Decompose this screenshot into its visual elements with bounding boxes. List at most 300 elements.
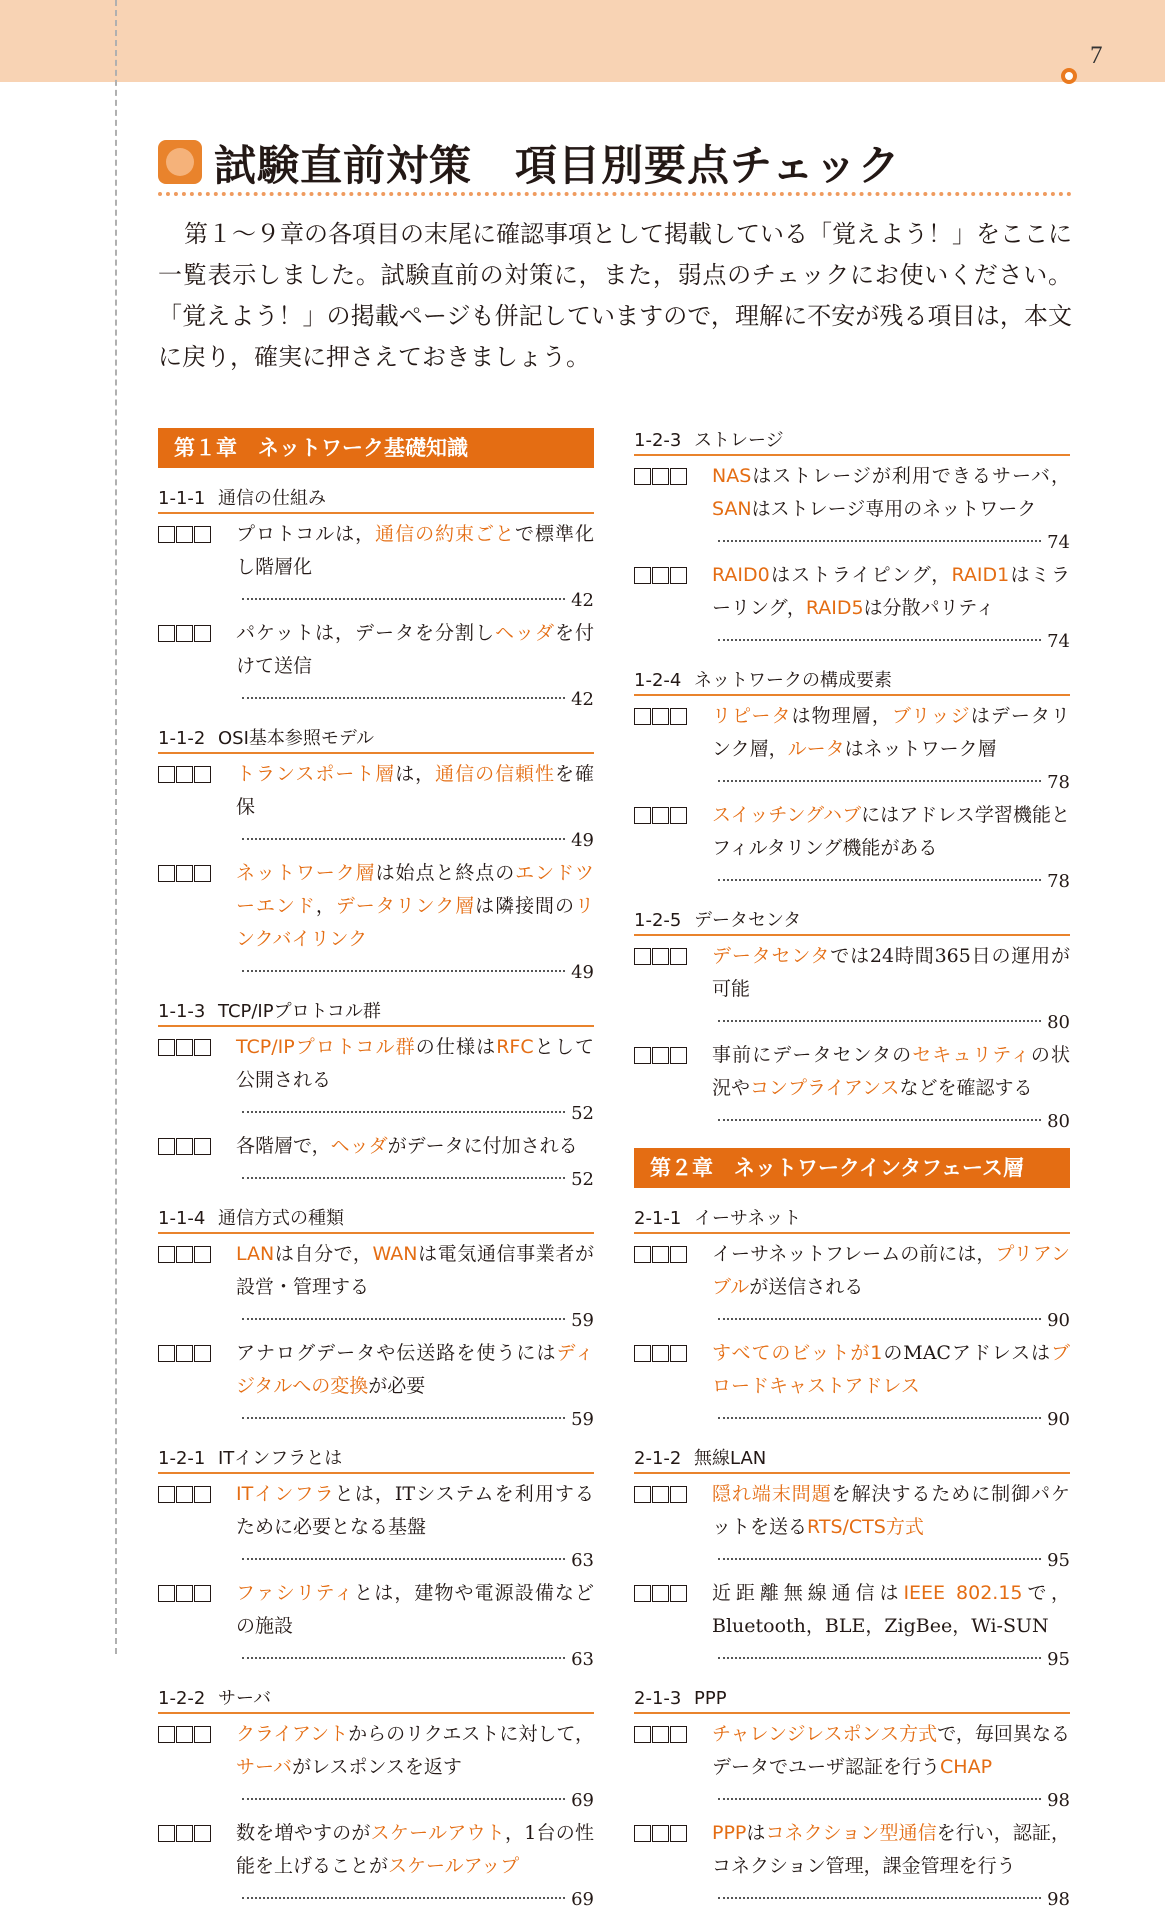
item-body (712, 1822, 1070, 1877)
checkbox[interactable] (194, 1825, 211, 1842)
checklist-item (158, 1337, 594, 1436)
item-text (236, 1337, 594, 1436)
title-bullet-icon (158, 140, 202, 184)
section-number: 1-2-4 (634, 670, 682, 691)
page-ref-number: 42 (571, 590, 594, 611)
text-run: が送信される (749, 1276, 864, 1298)
text-run: の仕様は (415, 1036, 497, 1058)
checkbox[interactable] (670, 948, 687, 965)
key-term: スケールアップ (388, 1855, 520, 1877)
checkbox[interactable] (652, 708, 669, 725)
checkbox[interactable] (670, 1825, 687, 1842)
check-boxes (634, 1345, 688, 1362)
page-ref (236, 1097, 594, 1130)
check-boxes (158, 865, 212, 882)
text-run: のMACアドレスは (882, 1342, 1051, 1364)
checkbox[interactable] (158, 526, 175, 543)
checkbox[interactable] (652, 948, 669, 965)
checkbox[interactable] (652, 468, 669, 485)
checkbox[interactable] (176, 625, 193, 642)
checkbox[interactable] (652, 1726, 669, 1743)
checkbox[interactable] (634, 468, 651, 485)
check-boxes (158, 1138, 212, 1155)
leader-dots (242, 1318, 565, 1320)
text-run: は分散パリティ (863, 597, 995, 619)
text-run: は物理層， (791, 705, 892, 727)
checklist-item (158, 1130, 594, 1196)
key-term: ルータ (787, 738, 845, 760)
page-ref-number: 98 (1047, 1790, 1070, 1811)
item-body (236, 763, 594, 818)
checkbox[interactable] (634, 1345, 651, 1362)
checkbox[interactable] (158, 1138, 175, 1155)
text-run: イーサネットフレームの前には， (712, 1243, 996, 1265)
text-run: とは，建物や電源設備などの施設 (236, 1582, 594, 1637)
page-ref-number: 98 (1047, 1889, 1070, 1910)
key-term: ブロードキャストアドレス (712, 1342, 1070, 1397)
page-ref-number: 49 (571, 962, 594, 983)
text-run: は， (395, 763, 436, 785)
text-run: が必要 (368, 1375, 426, 1397)
checkbox[interactable] (670, 708, 687, 725)
title-divider (158, 192, 1072, 196)
text-run: で，毎回異なるデータでユーザ認証を行う (712, 1723, 1070, 1778)
checklist-section (634, 1206, 1070, 1436)
item-text (236, 1577, 594, 1676)
key-term: ディジタルへの変換 (236, 1342, 594, 1397)
checklist-section (158, 726, 594, 989)
intro-paragraph: 第１～９章の各項目の末尾に確認事項として掲載している「覚えよう！」をここに一覧表示しました。試験直前の対策に，また，弱点のチェックにお使いください。「覚えよう！」の掲載ページも併記していますので，理解に不安が残る項目は，本文に戻り，確実に押さえておきましょう。 (158, 220, 1072, 371)
margin-guide (115, 0, 117, 1654)
item-body (712, 945, 1070, 1000)
check-boxes (634, 468, 688, 485)
item-body (236, 862, 594, 950)
checkbox[interactable] (652, 1825, 669, 1842)
checkbox[interactable] (652, 1246, 669, 1263)
key-term: RAID1 (951, 564, 1010, 586)
item-text (236, 1478, 594, 1577)
right-column (634, 428, 1070, 1926)
checkbox[interactable] (634, 708, 651, 725)
key-term: すべてのビットが1 (712, 1342, 883, 1364)
section-number: 1-2-2 (158, 1688, 206, 1709)
item-body (712, 1243, 1070, 1298)
page-ref-number: 63 (571, 1550, 594, 1571)
page-ref (712, 1006, 1070, 1039)
checkbox[interactable] (194, 1486, 211, 1503)
checklist-section (158, 1686, 594, 1916)
key-term: スケールアウト (370, 1822, 505, 1844)
page-ref-number: 78 (1047, 871, 1070, 892)
item-body (712, 1342, 1070, 1397)
leader-dots (718, 1318, 1041, 1320)
page-ref (236, 1304, 594, 1337)
key-term: NAS (712, 465, 752, 487)
checkbox[interactable] (670, 1047, 687, 1064)
chapter-heading: 第２章 ネットワークインタフェース層 (634, 1148, 1070, 1188)
checklist-section (634, 1446, 1070, 1676)
leader-dots (242, 1897, 565, 1899)
checkbox[interactable] (652, 567, 669, 584)
item-body (712, 1044, 1070, 1099)
checklist-item (634, 1337, 1070, 1436)
section-heading (158, 726, 594, 754)
page-ref-number: 90 (1047, 1409, 1070, 1430)
page-ref (712, 1883, 1070, 1916)
page-ref (236, 1544, 594, 1577)
check-boxes (158, 1585, 212, 1602)
checkbox[interactable] (634, 1585, 651, 1602)
text-run: を解決するために制御パケットを送る (712, 1483, 1070, 1538)
check-boxes (634, 708, 688, 725)
check-boxes (634, 1825, 688, 1842)
key-term: チャレンジレスポンス方式 (712, 1723, 938, 1745)
checkbox[interactable] (652, 1047, 669, 1064)
check-boxes (634, 948, 688, 965)
key-term: ファシリティ (236, 1582, 355, 1604)
checklist-section (158, 1206, 594, 1436)
key-term: RTS/CTS方式 (807, 1516, 924, 1538)
checkbox[interactable] (176, 1726, 193, 1743)
checkbox[interactable] (158, 1726, 175, 1743)
page-ref-number: 74 (1047, 532, 1070, 553)
key-term: TCP/IPプロトコル群 (236, 1036, 416, 1058)
text-run: 近距離無線通信は (712, 1582, 904, 1604)
checkbox[interactable] (670, 1585, 687, 1602)
checklist-item (158, 1031, 594, 1130)
text-run: を付けて送信 (236, 622, 594, 677)
item-text (236, 1718, 594, 1817)
page-ref (712, 766, 1070, 799)
checkbox[interactable] (158, 1825, 175, 1842)
key-term: トランスポート層 (236, 763, 396, 785)
page-ref (236, 683, 594, 716)
checkbox[interactable] (176, 1825, 193, 1842)
item-body (712, 804, 1070, 859)
item-body (712, 564, 1070, 619)
page-ref-number: 90 (1047, 1310, 1070, 1331)
key-term: データセンタ (712, 945, 831, 967)
checkbox[interactable] (176, 1345, 193, 1362)
checkbox[interactable] (634, 1825, 651, 1842)
checkbox[interactable] (158, 1246, 175, 1263)
page-ref (712, 865, 1070, 898)
key-term: WAN (372, 1243, 418, 1265)
checklist-section (634, 668, 1070, 898)
key-term: RAID5 (805, 597, 864, 619)
key-term: データリンク層 (335, 895, 476, 917)
checklist-item (158, 518, 594, 617)
checkbox[interactable] (652, 1345, 669, 1362)
leader-dots (242, 1798, 565, 1800)
key-term: ヘッダ (494, 622, 555, 644)
checkbox[interactable] (176, 1138, 193, 1155)
page-ref (236, 824, 594, 857)
text-run: はミラーリング， (712, 564, 1070, 619)
section-label: TCP/IPプロトコル群 (218, 1001, 381, 1022)
checkbox[interactable] (158, 865, 175, 882)
checkbox[interactable] (194, 766, 211, 783)
text-run: とは，ITシステムを利用するために必要となる基盤 (236, 1483, 594, 1538)
page-ref (236, 1403, 594, 1436)
check-boxes (158, 766, 212, 783)
checkbox[interactable] (158, 625, 175, 642)
checkbox[interactable] (652, 1585, 669, 1602)
checkbox[interactable] (670, 1486, 687, 1503)
page-ref-number: 42 (571, 689, 594, 710)
section-number: 1-1-3 (158, 1001, 206, 1022)
checkbox[interactable] (670, 567, 687, 584)
section-label: 通信方式の種類 (218, 1208, 344, 1229)
item-text (236, 617, 594, 716)
checkbox[interactable] (176, 865, 193, 882)
checklist-item (158, 1478, 594, 1577)
text-run: では24時間365日の運用が可能 (712, 945, 1070, 1000)
checklist-item (634, 940, 1070, 1039)
section-label: サーバ (218, 1688, 272, 1709)
item-text (712, 700, 1070, 799)
section-heading (634, 668, 1070, 696)
item-body (236, 1582, 594, 1637)
leader-dots (242, 598, 565, 600)
page-ref (712, 1784, 1070, 1817)
key-term: クライアント (236, 1723, 349, 1745)
checkbox[interactable] (176, 1486, 193, 1503)
text-run: 事前にデータセンタの (712, 1044, 913, 1066)
checkbox[interactable] (670, 1246, 687, 1263)
item-text (712, 559, 1070, 658)
section-number: 1-2-5 (634, 910, 682, 931)
checklist-item (158, 1817, 594, 1916)
checkbox[interactable] (670, 1345, 687, 1362)
check-boxes (158, 526, 212, 543)
text-run: として公開される (236, 1036, 594, 1091)
key-term: RFC (496, 1036, 534, 1058)
leader-dots (718, 1417, 1041, 1419)
check-boxes (158, 1486, 212, 1503)
item-body (712, 1483, 1070, 1538)
page-ref-number: 74 (1047, 631, 1070, 652)
checkbox[interactable] (652, 807, 669, 824)
item-text (712, 799, 1070, 898)
checklist-item (634, 1718, 1070, 1817)
checkbox[interactable] (634, 1726, 651, 1743)
checkbox[interactable] (194, 526, 211, 543)
check-boxes (634, 1486, 688, 1503)
item-body (236, 1342, 594, 1397)
page-ref-number: 59 (571, 1409, 594, 1430)
checkbox[interactable] (634, 948, 651, 965)
leader-dots (242, 697, 565, 699)
item-body (236, 1822, 594, 1877)
checkbox[interactable] (652, 1486, 669, 1503)
checklist-item (158, 617, 594, 716)
check-boxes (634, 807, 688, 824)
page-ref-number: 80 (1047, 1111, 1070, 1132)
checkbox[interactable] (670, 1726, 687, 1743)
text-run: にはアドレス学習機能とフィルタリング機能がある (712, 804, 1070, 859)
item-text (712, 1478, 1070, 1577)
checkbox[interactable] (634, 567, 651, 584)
item-text (712, 1817, 1070, 1916)
section-heading (158, 1446, 594, 1474)
section-heading (634, 908, 1070, 936)
checkbox[interactable] (634, 1246, 651, 1263)
checklist-section (634, 1686, 1070, 1916)
key-term: ネットワーク層 (236, 862, 376, 884)
checkbox[interactable] (158, 1585, 175, 1602)
section-heading (634, 428, 1070, 456)
chapter-heading: 第１章 ネットワーク基礎知識 (158, 428, 594, 468)
item-text (236, 857, 594, 989)
checkbox[interactable] (634, 1047, 651, 1064)
text-run: などを確認する (899, 1077, 1033, 1099)
page-ref-number: 95 (1047, 1550, 1070, 1571)
section-label: OSI基本参照モデル (218, 728, 375, 749)
key-term: PPP (712, 1822, 747, 1844)
section-number: 1-2-1 (158, 1448, 206, 1469)
key-term: リンクバイリンク (236, 895, 594, 950)
checkbox[interactable] (194, 1039, 211, 1056)
checkbox[interactable] (194, 625, 211, 642)
key-term: ブリッジ (891, 705, 971, 727)
text-run: 数を増やすのが (236, 1822, 371, 1844)
text-run: アナログデータや伝送路を使うには (236, 1342, 557, 1364)
checkbox[interactable] (634, 1486, 651, 1503)
page-ref (712, 526, 1070, 559)
leader-dots (242, 970, 565, 972)
text-run: がデータに付加される (387, 1135, 578, 1157)
checkbox[interactable] (194, 1246, 211, 1263)
leader-dots (718, 1897, 1041, 1899)
leader-dots (242, 1558, 565, 1560)
item-body (236, 1135, 578, 1157)
page-ref (236, 1883, 594, 1916)
item-text (712, 1718, 1070, 1817)
leader-dots (242, 1657, 565, 1659)
page-ref-number: 78 (1047, 772, 1070, 793)
checkbox[interactable] (670, 807, 687, 824)
page-ref (712, 1643, 1070, 1676)
page-ref (712, 1105, 1070, 1138)
text-run: はストレージが利用できるサーバ， (751, 465, 1070, 487)
checkbox[interactable] (176, 766, 193, 783)
checklist-section (158, 486, 594, 716)
leader-dots (718, 1558, 1041, 1560)
checkbox[interactable] (194, 1345, 211, 1362)
section-heading (158, 999, 594, 1027)
leader-dots (718, 1119, 1041, 1121)
page-ref (236, 956, 594, 989)
text-run: を確保 (236, 763, 594, 818)
section-label: ネットワークの構成要素 (694, 670, 892, 691)
text-run: はデータリンク層， (712, 705, 1070, 760)
leader-dots (718, 879, 1041, 881)
item-text (712, 1238, 1070, 1337)
item-text (236, 1130, 594, 1196)
left-column (158, 428, 594, 1926)
checkbox[interactable] (158, 1039, 175, 1056)
section-label: ストレージ (694, 430, 784, 451)
checklist-item (634, 1478, 1070, 1577)
key-term: サーバ (236, 1756, 293, 1778)
checkbox[interactable] (194, 865, 211, 882)
checklist-item (158, 857, 594, 989)
item-text (236, 1238, 594, 1337)
checkbox[interactable] (670, 468, 687, 485)
checklist-item (634, 559, 1070, 658)
item-body (236, 1036, 594, 1091)
checklist-item (634, 799, 1070, 898)
page-ref-number: 69 (571, 1889, 594, 1910)
checkbox[interactable] (194, 1585, 211, 1602)
checkbox[interactable] (158, 1486, 175, 1503)
leader-dots (242, 838, 565, 840)
text-run: パケットは，データを分割し (236, 622, 495, 644)
item-body (712, 1723, 1070, 1778)
page-ref (236, 1643, 594, 1676)
item-text (712, 1039, 1070, 1138)
key-term: LAN (236, 1243, 275, 1265)
leader-dots (718, 780, 1041, 782)
checkbox[interactable] (158, 766, 175, 783)
leader-dots (242, 1177, 565, 1179)
checkbox[interactable] (158, 1345, 175, 1362)
section-heading (634, 1686, 1070, 1714)
text-run: は (746, 1822, 766, 1844)
item-body (236, 622, 594, 677)
checkbox[interactable] (194, 1138, 211, 1155)
leader-dots (718, 1020, 1041, 1022)
key-term: スイッチングハブ (712, 804, 862, 826)
checkbox[interactable] (176, 526, 193, 543)
checklist-item (634, 1039, 1070, 1138)
checklist-item (158, 1718, 594, 1817)
key-term: エンドツーエンド (236, 862, 594, 917)
text-run: は始点と終点の (375, 862, 516, 884)
text-run: ，1台の性能を上げることが (236, 1822, 594, 1877)
checklist-item (634, 1817, 1070, 1916)
item-text (712, 940, 1070, 1039)
checkbox[interactable] (194, 1726, 211, 1743)
text-run: の状況や (712, 1044, 1070, 1099)
item-text (712, 1577, 1070, 1676)
section-number: 2-1-3 (634, 1688, 682, 1709)
page-ref (712, 1403, 1070, 1436)
key-term: リピータ (712, 705, 792, 727)
checklist-section (158, 999, 594, 1196)
item-body (236, 523, 594, 578)
page-ref-number: 95 (1047, 1649, 1070, 1670)
checklist-item (158, 1577, 594, 1676)
checkbox[interactable] (176, 1246, 193, 1263)
checkbox[interactable] (634, 807, 651, 824)
text-run: で，Bluetooth，BLE，ZigBee，Wi-SUN (712, 1582, 1070, 1637)
key-term: RAID0 (712, 564, 770, 586)
section-number: 2-1-2 (634, 1448, 682, 1469)
checkbox[interactable] (176, 1039, 193, 1056)
checkbox[interactable] (176, 1585, 193, 1602)
key-term: プリアンブル (712, 1243, 1070, 1298)
checklist-section (634, 908, 1070, 1138)
leader-dots (242, 1111, 565, 1113)
check-boxes (634, 567, 688, 584)
key-term: コネクション型通信 (765, 1822, 937, 1844)
section-label: データセンタ (694, 910, 802, 931)
text-run: 各階層で， (236, 1135, 331, 1157)
page-ref-number: 80 (1047, 1012, 1070, 1033)
section-label: 無線LAN (694, 1448, 767, 1469)
